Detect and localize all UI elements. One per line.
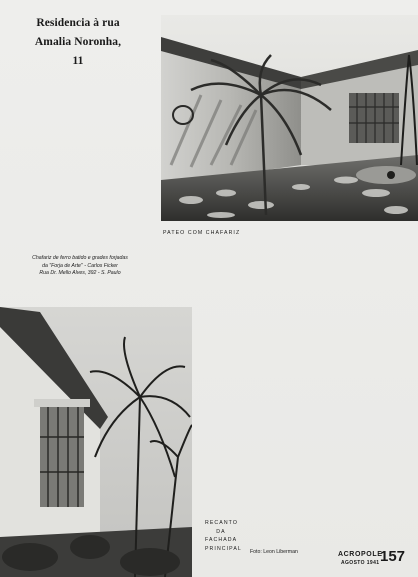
issue-date: AGOSTO 1941 [340, 560, 380, 566]
courtyard-photo [161, 15, 418, 221]
page-number: 157 [380, 548, 406, 565]
courtyard-photo-graphic [161, 15, 418, 221]
facade-caption-line-2: DA [216, 528, 226, 535]
facade-caption-line-3: FACHADA [205, 537, 238, 544]
magazine-name: ACROPOLE [338, 551, 383, 558]
facade-photo [0, 307, 192, 577]
facade-photo-graphic [0, 307, 192, 577]
title-line-1: Residencia à rua [36, 17, 120, 29]
facade-caption-line-4: PRINCIPAL [205, 545, 242, 552]
title-line-2: Amalia Noronha, 11 [34, 36, 122, 67]
facade-caption [205, 519, 242, 553]
credit-line-2: da "Forja de Arte" - Carlos Ficker [42, 262, 118, 269]
forge-credit [10, 255, 150, 278]
credit-line-3: Rua Dr. Mello Alves, 392 - S. Paulo [39, 270, 121, 277]
credit-line-1: Chafariz de ferro batido e grades forjadas [32, 255, 128, 261]
page-title [28, 14, 128, 71]
courtyard-caption: PATEO COM CHAFARIZ [163, 230, 241, 236]
photographer-credit: Foto: Leon Liberman [250, 549, 298, 555]
facade-caption-line-1: RECANTO [205, 520, 238, 526]
magazine-footer [338, 551, 382, 567]
